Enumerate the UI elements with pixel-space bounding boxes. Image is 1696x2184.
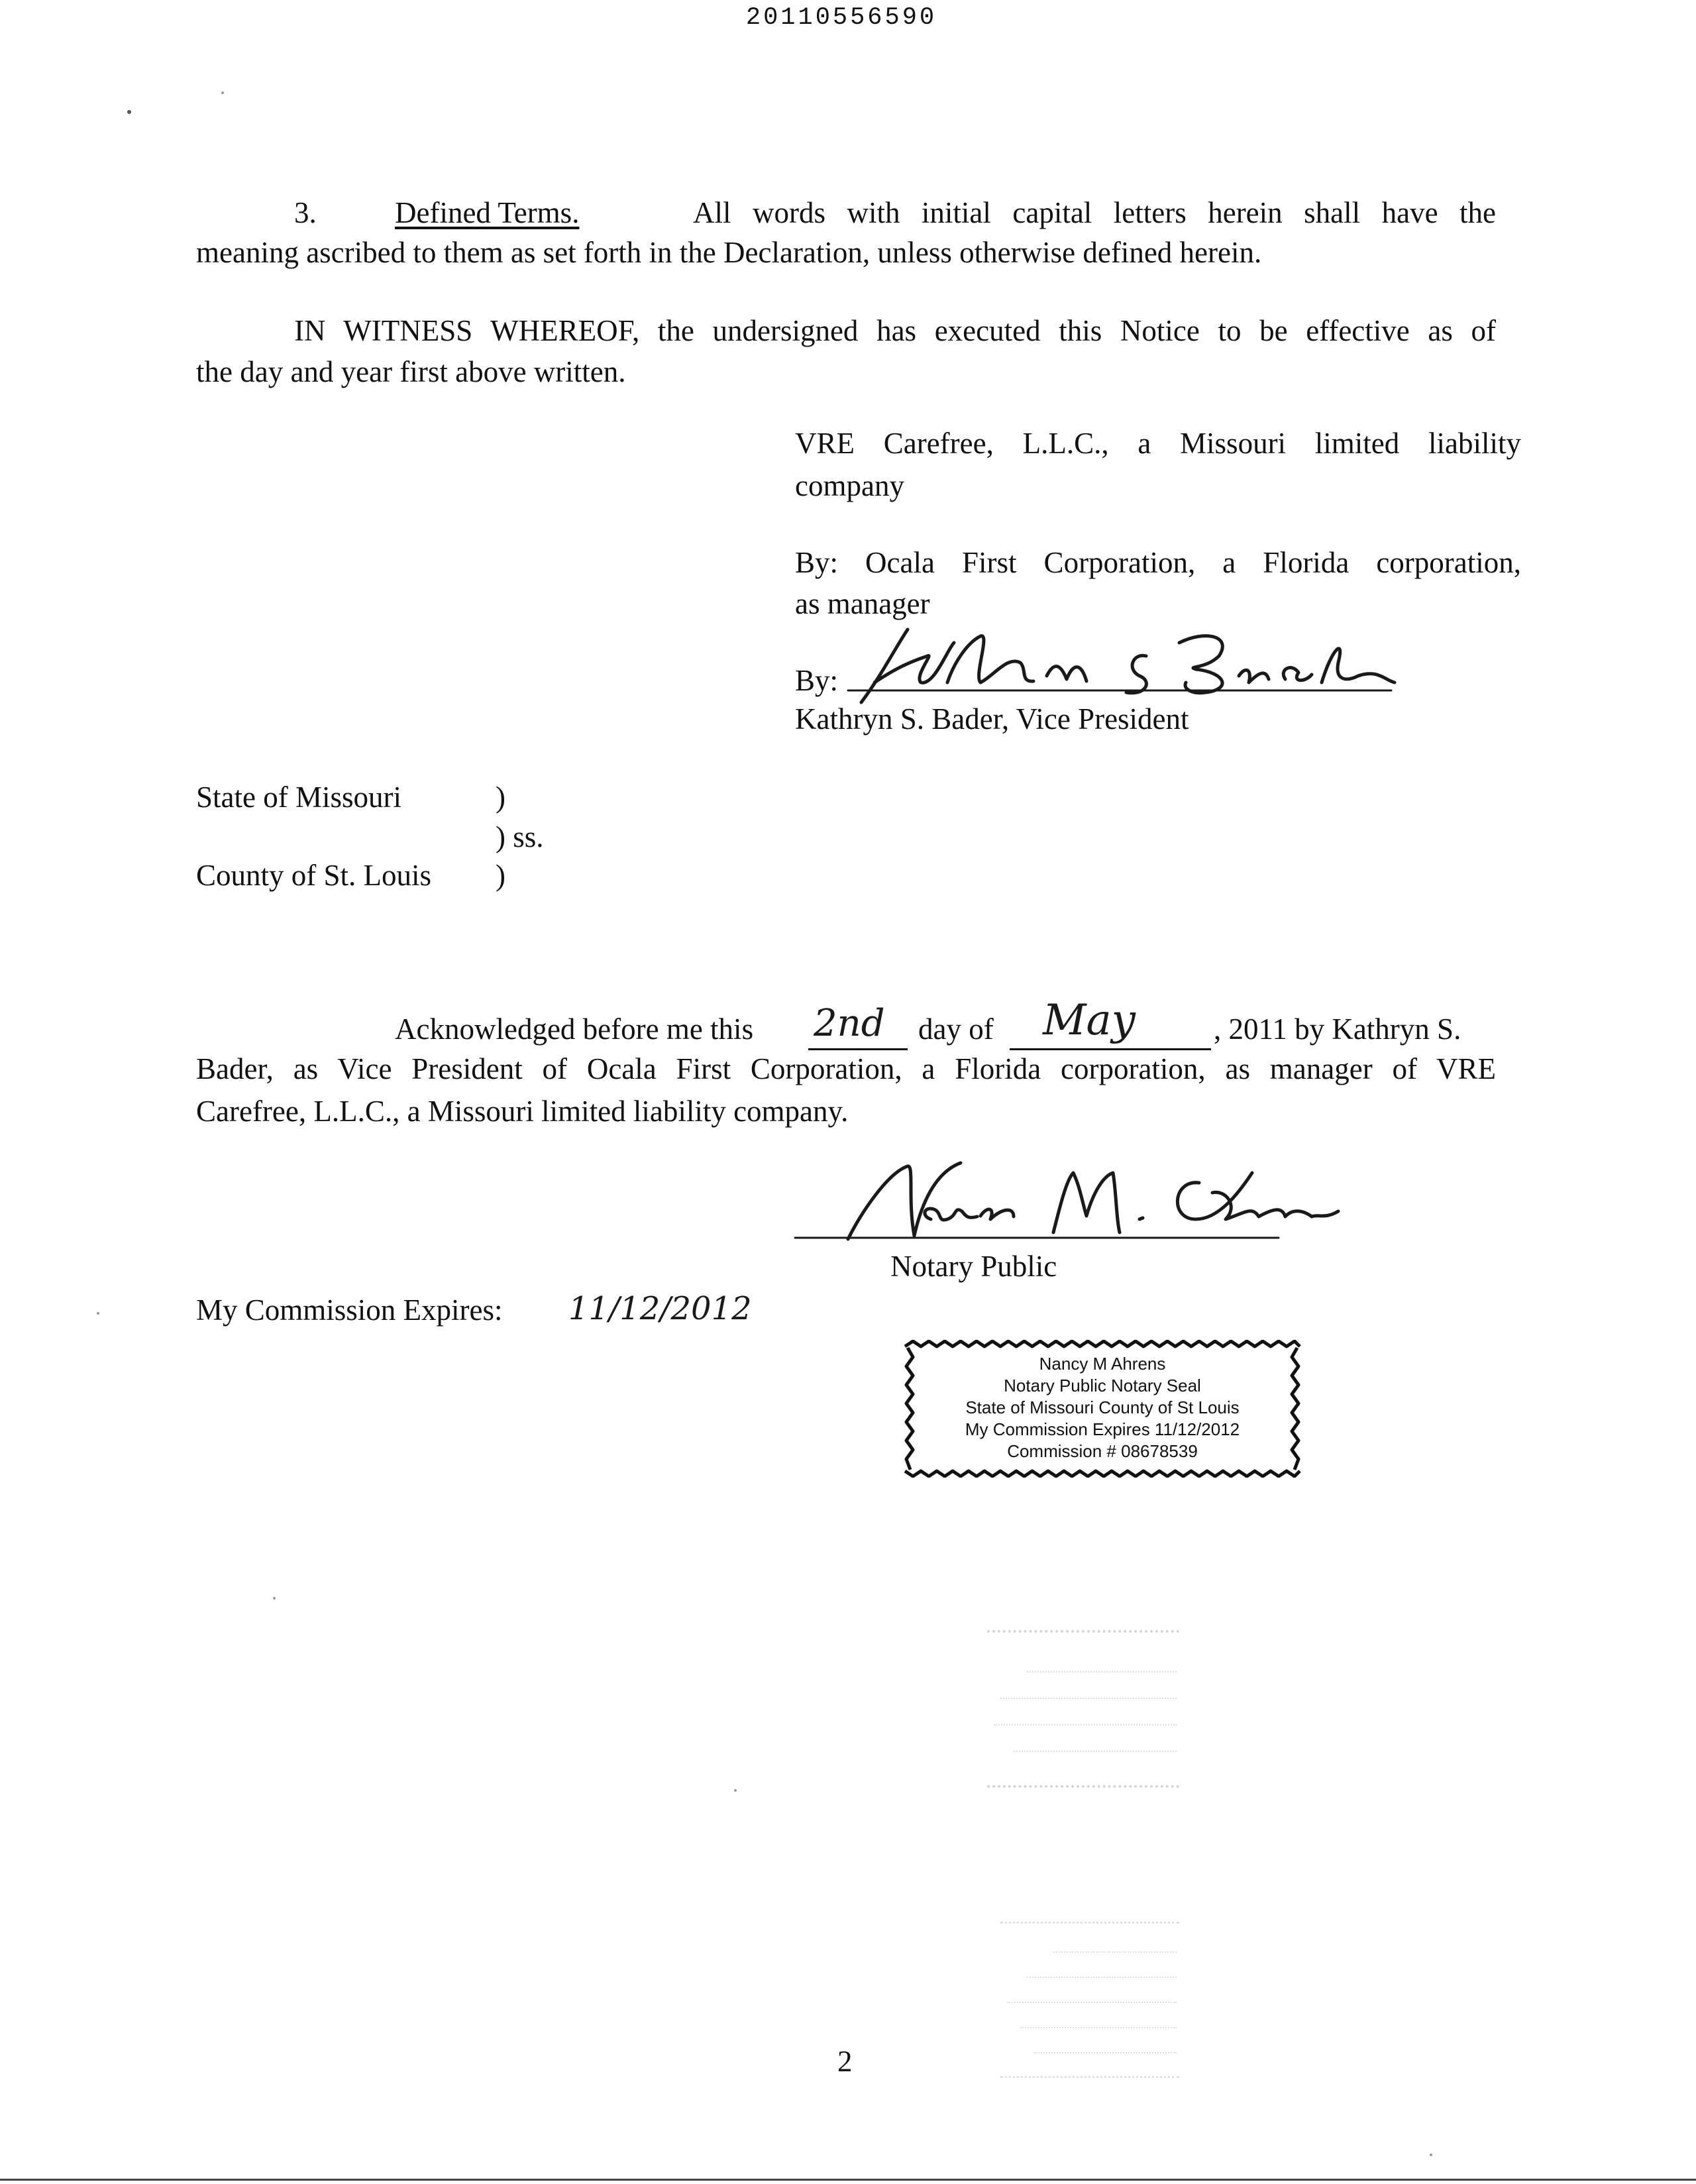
ack-day-of: day of bbox=[918, 1012, 994, 1046]
witness-line2: the day and year first above written. bbox=[196, 355, 626, 388]
venue-paren-bottom: ) bbox=[496, 859, 505, 892]
scan-edge bbox=[0, 2179, 1696, 2181]
seal-line: Commission # 08678539 bbox=[1007, 1441, 1198, 1461]
venue-ss: ) ss. bbox=[496, 820, 544, 853]
embossed-seal-impression bbox=[987, 1630, 1179, 1788]
by-manager-line2: as manager bbox=[795, 587, 930, 620]
section-text-line1: All words with initial capital letters herein shall have the bbox=[693, 196, 1496, 229]
seal-line: State of Missouri County of St Louis bbox=[965, 1397, 1240, 1417]
venue-county: County of St. Louis bbox=[196, 859, 432, 892]
document-number: 20110556590 bbox=[745, 4, 937, 32]
page-number: 2 bbox=[837, 2045, 853, 2078]
ack-month-handwritten: May bbox=[1043, 996, 1136, 1045]
ack-after: , 2011 by Kathryn S. bbox=[1214, 1012, 1461, 1046]
venue-paren-top: ) bbox=[496, 781, 505, 814]
ack-day-handwritten: 2nd bbox=[814, 1002, 885, 1045]
notary-public-label: Notary Public bbox=[890, 1250, 1057, 1283]
notary-signature bbox=[788, 1153, 1352, 1252]
seal-line: My Commission Expires 11/12/2012 bbox=[965, 1419, 1240, 1439]
by-manager-line1: By: Ocala First Corporation, a Florida corporation, bbox=[795, 546, 1521, 579]
section-title: Defined Terms. bbox=[395, 196, 580, 229]
notary-seal-stamp bbox=[902, 1340, 1302, 1478]
embossed-seal-impression-faint bbox=[1000, 1922, 1179, 2078]
ack-month-blank bbox=[1010, 994, 1211, 1050]
seal-line: Nancy M Ahrens bbox=[1039, 1354, 1166, 1374]
company-line2: company bbox=[795, 469, 904, 502]
seal-line: Notary Public Notary Seal bbox=[1004, 1376, 1201, 1395]
commission-date-handwritten: 11/12/2012 bbox=[568, 1290, 752, 1327]
venue-state: State of Missouri bbox=[196, 781, 401, 814]
witness-line1: IN WITNESS WHEREOF, the undersigned has executed this Notice to be effective as of bbox=[294, 314, 1496, 347]
section-number: 3. bbox=[294, 196, 317, 229]
by-label: By: bbox=[795, 664, 839, 697]
ack-day-blank bbox=[808, 1001, 908, 1050]
commission-label: My Commission Expires: bbox=[196, 1293, 503, 1327]
section-text-line2: meaning ascribed to them as set forth in the Declaration, unless otherwise defined herein. bbox=[196, 236, 1262, 269]
ack-line3: Carefree, L.L.C., a Missouri limited liability company. bbox=[196, 1095, 849, 1128]
ack-before: Acknowledged before me this bbox=[395, 1012, 754, 1046]
ack-line2: Bader, as Vice President of Ocala First Corporation, a Florida corporation, as manager of VRE bbox=[196, 1052, 1496, 1085]
signer-name: Kathryn S. Bader, Vice President bbox=[795, 702, 1189, 736]
company-line1: VRE Carefree, L.L.C., a Missouri limited liability bbox=[795, 427, 1521, 460]
